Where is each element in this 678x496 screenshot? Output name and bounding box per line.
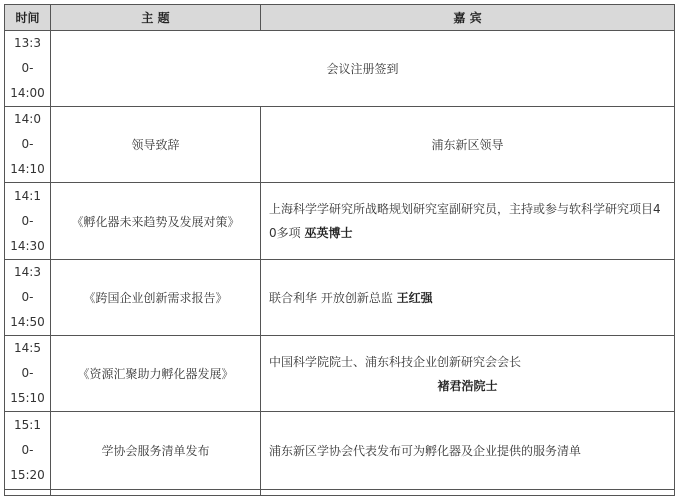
table-row bbox=[5, 31, 675, 107]
table-row bbox=[5, 183, 675, 260]
topic-cell: 会议注册签到 bbox=[51, 31, 675, 107]
table-row bbox=[5, 107, 675, 183]
header-topic: 主 题 bbox=[51, 5, 261, 31]
time-cell: 15:1 0- 15:20 bbox=[5, 412, 51, 490]
guest-cell: 浦东新区学协会代表发布可为孵化器及企业提供的服务清单 bbox=[261, 412, 675, 490]
agenda-table bbox=[4, 4, 675, 496]
guest-name: 褚君浩院士 bbox=[437, 378, 498, 393]
guest-cell: 浦东新区领导 bbox=[261, 107, 675, 183]
topic-cell: 《资源汇聚助力孵化器发展》 bbox=[51, 336, 261, 412]
table-row-partial bbox=[5, 490, 675, 496]
topic-cell: 《跨国企业创新需求报告》 bbox=[51, 260, 261, 336]
table-row bbox=[5, 412, 675, 490]
guest-name: 王红强 bbox=[396, 290, 433, 305]
guest-name: 巫英博士 bbox=[304, 226, 353, 240]
topic-cell: 《孵化器未来趋势及发展对策》 bbox=[51, 183, 261, 260]
header-guest: 嘉 宾 bbox=[261, 5, 675, 31]
time-cell: 14:1 0- 14:30 bbox=[5, 183, 51, 260]
guest-cell: 联合利华 开放创新总监 王红强 bbox=[261, 260, 675, 336]
time-cell: 14:0 0- 14:10 bbox=[5, 107, 51, 183]
table-row bbox=[5, 260, 675, 336]
table-row bbox=[5, 336, 675, 412]
header-time: 时间 bbox=[5, 5, 51, 31]
time-cell: 14:5 0- 15:10 bbox=[5, 336, 51, 412]
guest-cell: 上海科学学研究所战略规划研究室副研究员，主持或参与软科学研究项目4 0多项 巫英博士 bbox=[261, 183, 675, 260]
topic-cell: 领导致辞 bbox=[51, 107, 261, 183]
time-cell: 13:3 0- 14:00 bbox=[5, 31, 51, 107]
guest-cell: 中国科学院院士、浦东科技企业创新研究会会长 褚君浩院士 bbox=[261, 336, 675, 412]
topic-cell: 学协会服务清单发布 bbox=[51, 412, 261, 490]
header-row bbox=[5, 5, 675, 31]
time-cell: 14:3 0- 14:50 bbox=[5, 260, 51, 336]
